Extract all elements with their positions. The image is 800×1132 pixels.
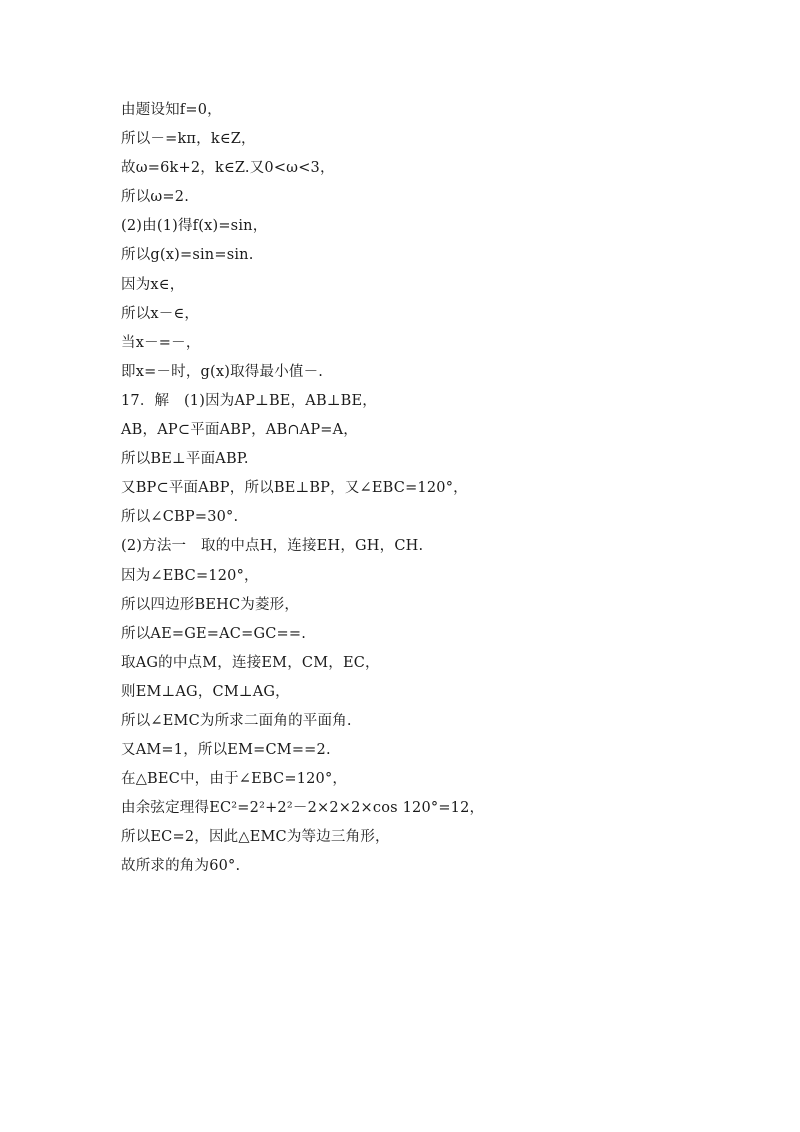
text-line: 又BP⊂平面ABP，所以BE⊥BP，又∠EBC=120°， bbox=[121, 480, 468, 497]
text-line: 由题设知f=0， bbox=[121, 102, 222, 118]
text-line: 则EM⊥AG，CM⊥AG， bbox=[121, 683, 290, 700]
text-line: 所以x－∈， bbox=[121, 305, 200, 322]
text-line: 所以BE⊥平面ABP. bbox=[121, 451, 249, 468]
text-line: (2)由(1)得f(x)=sin， bbox=[121, 218, 268, 235]
text-line: 故所求的角为60°. bbox=[121, 858, 241, 875]
text-line: 所以g(x)=sin=sin. bbox=[121, 247, 254, 264]
text-line: 当x－=－， bbox=[121, 334, 201, 351]
text-line: 所以EC=2，因此△EMC为等边三角形， bbox=[121, 829, 390, 846]
text-line: 又AM=1，所以EM=CM==2. bbox=[121, 742, 331, 759]
text-line: 所以ω=2. bbox=[121, 189, 190, 206]
text-line: 取AG的中点M，连接EM，CM，EC， bbox=[121, 654, 380, 671]
text-line: 所以∠CBP=30°. bbox=[121, 509, 239, 526]
text-line: 即x=－时，g(x)取得最小值－. bbox=[121, 363, 324, 380]
text-line: 在△BEC中，由于∠EBC=120°， bbox=[121, 771, 348, 788]
text-line: AB，AP⊂平面ABP，AB∩AP=A， bbox=[121, 422, 359, 439]
text-line: 因为x∈， bbox=[121, 276, 185, 293]
text-line: 所以∠EMC为所求二面角的平面角. bbox=[121, 712, 352, 729]
text-body bbox=[121, 96, 741, 882]
text-line: (2)方法一 取的中点H，连接EH，GH，CH. bbox=[121, 538, 424, 555]
text-line: 故ω=6k+2，k∈Z.又0<ω<3， bbox=[121, 160, 335, 177]
text-line: 所以四边形BEHC为菱形， bbox=[121, 596, 300, 613]
text-line: 因为∠EBC=120°， bbox=[121, 567, 259, 584]
text-line: 所以AE=GE=AC=GC==. bbox=[121, 625, 307, 642]
text-line: 由余弦定理得EC²=2²+2²－2×2×2×cos 120°=12， bbox=[121, 800, 485, 817]
text-line: 所以－=kπ，k∈Z， bbox=[121, 131, 256, 148]
problem-heading: 17．解 (1)因为AP⊥BE，AB⊥BE， bbox=[121, 392, 377, 409]
